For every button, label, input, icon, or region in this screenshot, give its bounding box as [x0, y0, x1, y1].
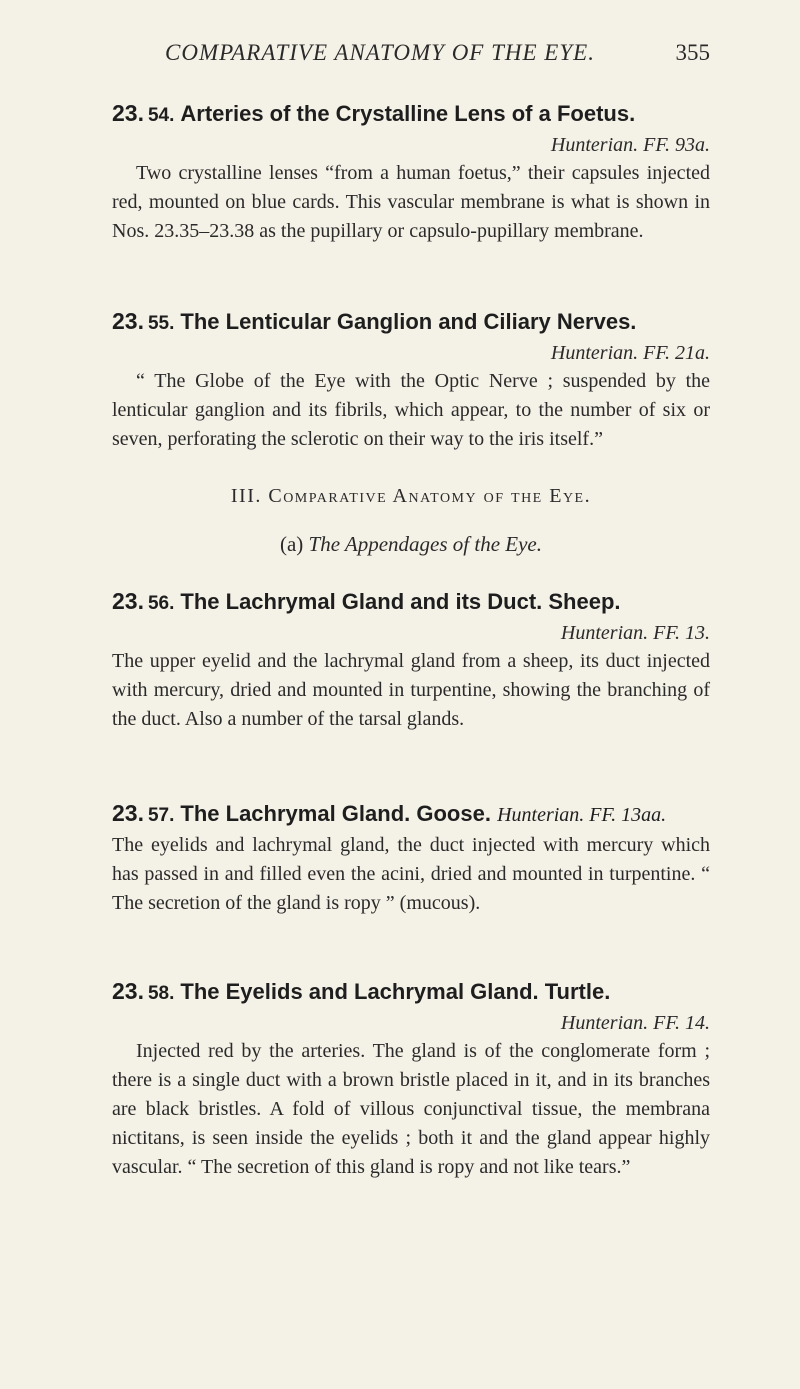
entry-title: The Lachrymal Gland and its Duct. Sheep.: [180, 589, 621, 614]
entry-heading: [112, 98, 710, 131]
section-heading: [112, 485, 710, 508]
reference-number: 21a.: [675, 342, 710, 364]
reference-collection: Hunterian. FF.: [560, 622, 680, 644]
entry-subnumber: 57.: [147, 805, 175, 826]
entry-heading: [112, 976, 710, 1009]
subsection-title: The Appendages of the Eye.: [308, 532, 543, 556]
entry-title: The Lachrymal Gland. Goose.: [180, 801, 491, 826]
section-title: Comparative Anatomy of the Eye.: [268, 485, 592, 507]
entry-text: Injected red by the arteries. The gland is of the conglomerate form ; there is a single duct with a brown bristle placed in it, and in its branches are black bristles. A fold of villous conjunctival tissue, the membrana nictitans, is seen inside the eyelids ; both it and the gland appear highly vascular. “ The secretion of this gland is ropy and not like tears.”: [112, 1040, 710, 1178]
entry-text: The upper eyelid and the lachrymal gland from a sheep, its duct injected with mercury, dried and mounted in turpentine, showing the branching of the duct. Also a number of the tarsal glands.: [112, 650, 710, 730]
reference-number: 93a.: [675, 134, 710, 156]
reference-collection: Hunterian. FF.: [550, 134, 670, 156]
subsection-heading: [112, 532, 710, 557]
entry-title: Arteries of the Crystalline Lens of a Foetus.: [180, 101, 636, 126]
entry-reference: [112, 619, 710, 647]
entry-heading: [112, 586, 710, 619]
entry-description: [112, 159, 710, 246]
entry-number: 23.: [112, 978, 144, 1004]
entry-text: “ The Globe of the Eye with the Optic Nerve ; suspended by the lenticular ganglion and its fibrils, which appear, to the number of six or seven, perforating the sclerotic on their way to the iris itself.”: [112, 370, 710, 450]
entry-subnumber: 54.: [147, 105, 175, 126]
entry-subnumber: 55.: [147, 313, 175, 334]
reference-collection: Hunterian. FF.: [560, 1012, 680, 1034]
entry-number: 23.: [112, 100, 144, 126]
catalogue-entry: [112, 976, 710, 1182]
catalogue-entry: [112, 586, 710, 734]
entry-title: The Lenticular Ganglion and Ciliary Nerves.: [180, 309, 637, 334]
entry-reference: [112, 1009, 710, 1037]
reference-number: 14.: [685, 1012, 710, 1034]
reference-number: 13.: [685, 622, 710, 644]
entry-subnumber: 56.: [147, 593, 175, 614]
subsection-letter: (a): [279, 532, 304, 556]
entry-description: [112, 831, 710, 918]
entry-reference: Hunterian. FF. 13aa.: [497, 804, 667, 826]
entry-heading: [112, 306, 710, 339]
entry-description: [112, 1037, 710, 1182]
catalogue-entry: [112, 306, 710, 454]
catalogue-entry: [112, 798, 710, 918]
entry-subnumber: 58.: [147, 983, 175, 1004]
entry-text: The eyelids and lachrymal gland, the duct injected with mercury which has passed in and filled even the acini, dried and mounted in turpentine. “ The secretion of the gland is ropy ” (mucous).: [112, 834, 710, 914]
catalogue-entry: [112, 98, 710, 246]
reference-collection: Hunterian. FF.: [550, 342, 670, 364]
entry-number: 23.: [112, 308, 144, 334]
entry-title: The Eyelids and Lachrymal Gland. Turtle.: [180, 979, 611, 1004]
entry-text: Two crystalline lenses “from a human foetus,” their capsules injected red, mounted on blue cards. This vascular membrane is what is shown in Nos. 23.35–23.38 as the pupillary or capsulo-pupillary membrane.: [112, 162, 710, 242]
entry-number: 23.: [112, 800, 144, 826]
running-head: [110, 40, 710, 80]
section-numeral: III.: [230, 485, 262, 507]
running-head-title: COMPARATIVE ANATOMY OF THE EYE.: [165, 40, 595, 65]
entry-heading: [112, 798, 710, 831]
entry-description: [112, 647, 710, 734]
entry-number: 23.: [112, 588, 144, 614]
page-number: 355: [675, 40, 710, 65]
entry-description: [112, 367, 710, 454]
entry-reference: [112, 339, 710, 367]
entry-reference: [112, 131, 710, 159]
